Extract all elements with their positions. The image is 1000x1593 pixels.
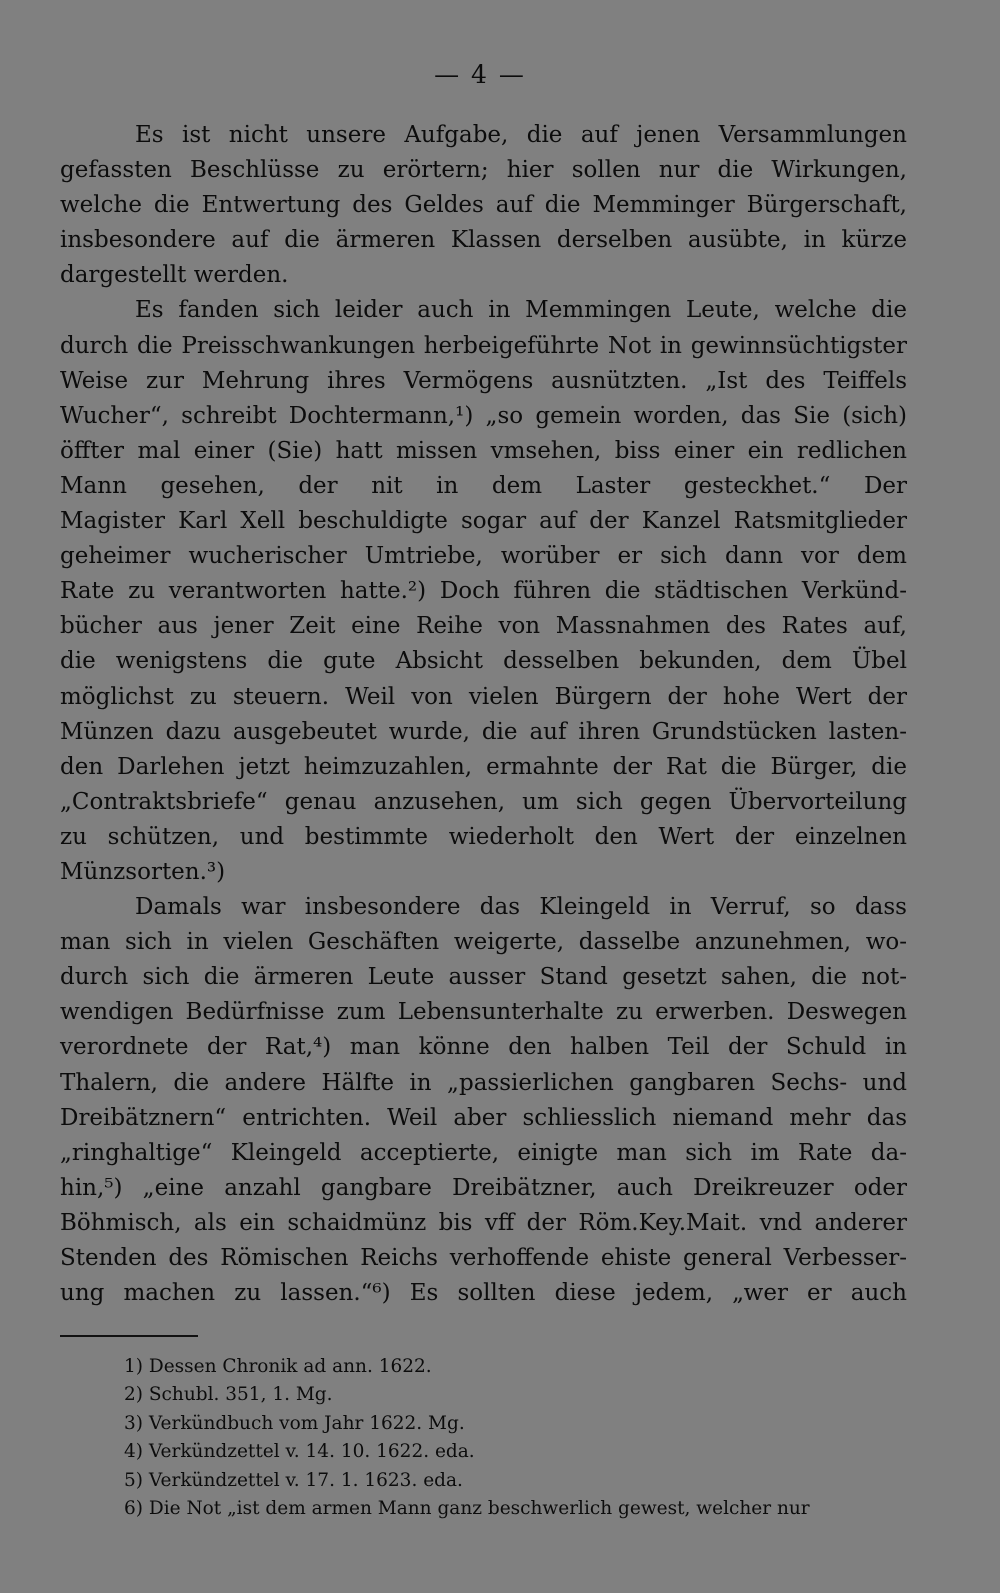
- text-line: Es fanden sich leider auch in Memmingen Leute, welche die: [135, 297, 907, 324]
- text-line: durch sich die ärmeren Leute ausser Stand gesetzt sahen, die not-: [60, 964, 907, 991]
- footnote: 5) Verkündzettel v. 17. 1. 1623. eda.: [124, 1469, 463, 1491]
- footnote: 1) Dessen Chronik ad ann. 1622.: [124, 1356, 432, 1377]
- text-line: möglichst zu steuern. Weil von vielen Bürgern der hohe Wert der: [60, 683, 907, 710]
- text-line: Münzsorten.³): [60, 858, 226, 885]
- text-line: man sich in vielen Geschäften weigerte, dasselbe anzunehmen, wo-: [60, 929, 907, 956]
- footnote: 3) Verkündbuch vom Jahr 1622. Mg.: [124, 1412, 465, 1434]
- text-line: den Darlehen jetzt heimzuzahlen, ermahnte der Rat die Bürger, die: [60, 753, 907, 780]
- text-line: Dreibätznern“ entrichten. Weil aber schliesslich niemand mehr das: [60, 1104, 907, 1131]
- text-line: Weise zur Mehrung ihres Vermögens ausnützten. „Ist des Teiffels: [60, 367, 907, 394]
- text-line: geheimer wucherischer Umtriebe, worüber er sich dann vor dem: [60, 543, 907, 570]
- text-line: Thalern, die andere Hälfte in „passierlichen gangbaren Sechs- und: [60, 1069, 907, 1096]
- text-line: hin,⁵) „eine anzahl gangbare Dreibätzner, auch Dreikreuzer oder: [60, 1174, 907, 1201]
- text-line: Es ist nicht unsere Aufgabe, die auf jenen Versammlungen: [135, 122, 907, 148]
- paragraph: [60, 890, 907, 1311]
- text-line: wendigen Bedürfnisse zum Lebensunterhalte zu erwerben. Deswegen: [60, 999, 907, 1026]
- footnote: 4) Verkündzettel v. 14. 10. 1622. eda.: [124, 1441, 475, 1463]
- text-line: gefassten Beschlüsse zu erörtern; hier sollen nur die Wirkungen,: [60, 157, 907, 184]
- text-line: zu schützen, und bestimmte wiederholt den Wert der einzelnen: [60, 823, 907, 850]
- text-line: öffter mal einer (Sie) hatt missen vmsehen, biss einer ein redlichen: [60, 437, 907, 464]
- text-line: Mann gesehen, der nit in dem Laster gesteckhet.“ Der: [60, 472, 907, 499]
- text-line: Böhmisch, als ein schaidmünz bis vff der Röm.Key.Mait. vnd anderer: [60, 1209, 907, 1236]
- text-line: welche die Entwertung des Geldes auf die Memminger Bürgerschaft,: [60, 192, 907, 219]
- text-line: Damals war insbesondere das Kleingeld in Verruf, so dass: [135, 894, 907, 921]
- page-number: — 4 —: [434, 60, 526, 89]
- footnote: 2) Schubl. 351, 1. Mg.: [124, 1384, 333, 1406]
- text-line: „Contraktsbriefe“ genau anzusehen, um sich gegen Übervorteilung: [60, 788, 907, 815]
- text-line: dargestellt werden.: [60, 262, 289, 289]
- text-line: ung machen zu lassen.“⁶) Es sollten diese jedem, „wer er auch: [60, 1280, 907, 1307]
- text-line: Rate zu verantworten hatte.²) Doch führen die städtischen Verkünd-: [60, 578, 907, 605]
- body-text: [60, 118, 907, 1311]
- paragraph: [60, 118, 907, 293]
- footnotes: [124, 1353, 907, 1523]
- text-line: „ringhaltige“ Kleingeld acceptierte, einigte man sich im Rate da-: [60, 1139, 907, 1166]
- text-line: Magister Karl Xell beschuldigte sogar auf der Kanzel Ratsmitglieder: [60, 508, 907, 535]
- footnote-separator: [60, 1335, 198, 1337]
- text-line: Stenden des Römischen Reichs verhoffende ehiste general Verbesser-: [60, 1245, 907, 1271]
- paragraph: [60, 293, 907, 890]
- text-line: bücher aus jener Zeit eine Reihe von Massnahmen des Rates auf,: [60, 613, 907, 640]
- text-line: insbesondere auf die ärmeren Klassen derselben ausübte, in kürze: [60, 227, 907, 254]
- text-line: die wenigstens die gute Absicht desselben bekunden, dem Übel: [60, 648, 907, 675]
- text-line: Münzen dazu ausgebeutet wurde, die auf ihren Grundstücken lasten-: [60, 718, 907, 745]
- text-line: durch die Preisschwankungen herbeigeführte Not in gewinnsüchtigster: [60, 332, 907, 359]
- text-line: verordnete der Rat,⁴) man könne den halben Teil der Schuld in: [60, 1034, 907, 1061]
- text-line: Wucher“, schreibt Dochtermann,¹) „so gemein worden, das Sie (sich): [60, 402, 907, 429]
- footnote: 6) Die Not „ist dem armen Mann ganz beschwerlich gewest, welcher nur: [124, 1497, 810, 1519]
